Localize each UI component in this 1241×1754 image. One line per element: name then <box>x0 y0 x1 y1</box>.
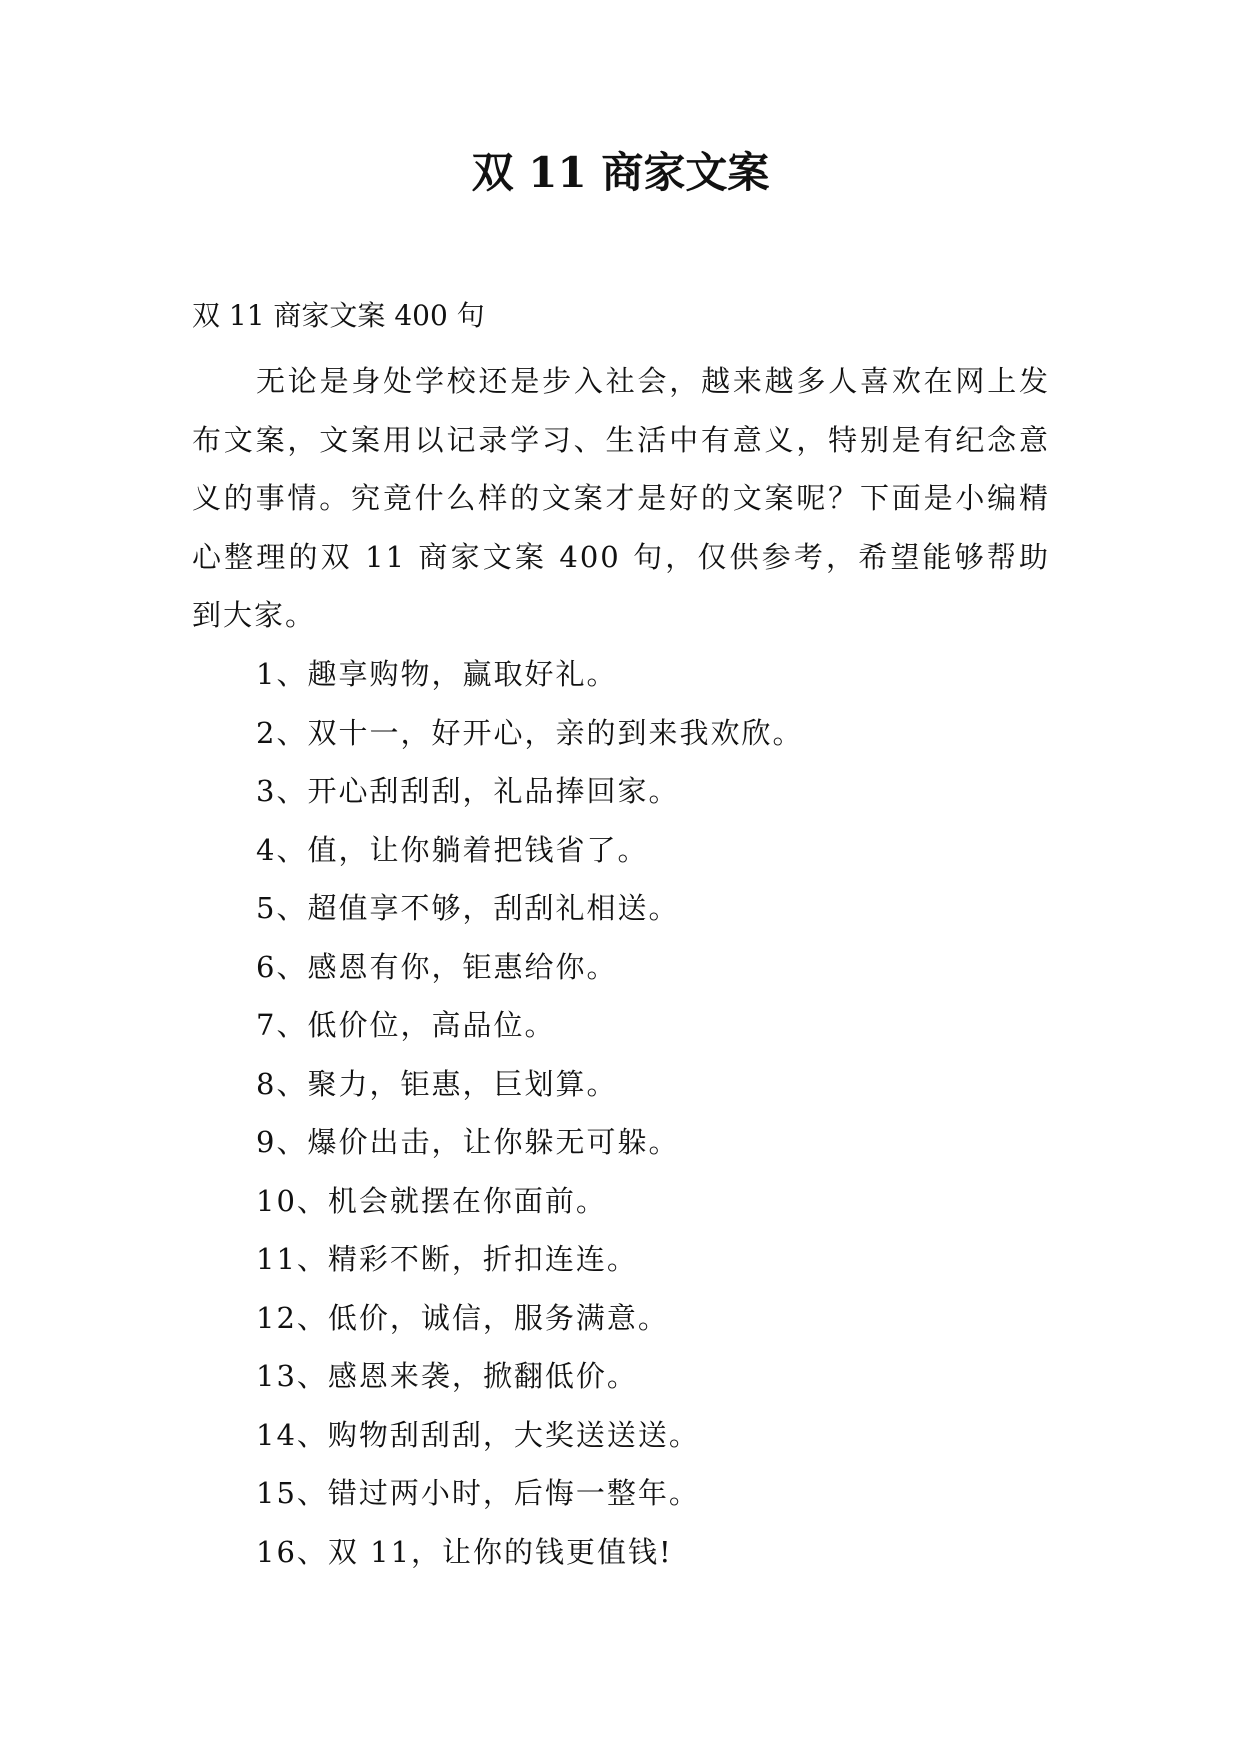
list-item: 1、趣享购物，赢取好礼。 <box>256 657 618 691</box>
list-item: 16、双 11，让你的钱更值钱! <box>256 1534 673 1569</box>
list-item: 6、感恩有你，钜惠给你。 <box>256 949 618 984</box>
list-item: 7、低价位，高品位。 <box>256 1008 556 1042</box>
intro-paragraph: 无论是身处学校还是步入社会，越来越多人喜欢在网上发布文案，文案用以记录学习、生活中有意义，特别是有纪念意义的事情。究竟什么样的文案才是好的文案呢？下面是小编精心整理的双 11 商家文案 400 句，仅供参考，希望能够帮助到大家。 <box>192 364 1050 632</box>
list-item: 11、精彩不断，折扣连连。 <box>256 1242 638 1276</box>
list-item: 15、错过两小时，后悔一整年。 <box>256 1476 700 1510</box>
list-item: 3、开心刮刮刮，礼品捧回家。 <box>256 774 680 808</box>
list-item: 5、超值享不够，刮刮礼相送。 <box>256 891 680 925</box>
document-title: 双 11 商家文案 <box>471 148 770 197</box>
list-item: 13、感恩来袭，掀翻低价。 <box>256 1359 638 1393</box>
list-item: 2、双十一，好开心，亲的到来我欢欣。 <box>256 715 804 750</box>
list-item: 9、爆价出击，让你躲无可躲。 <box>256 1125 680 1159</box>
list-item: 4、值，让你躺着把钱省了。 <box>256 832 649 867</box>
list-item: 14、购物刮刮刮，大奖送送送。 <box>256 1417 700 1452</box>
document-subtitle: 双 11 商家文案 400 句 <box>192 299 485 332</box>
slogan-list <box>256 645 1056 1581</box>
list-item: 12、低价，诚信，服务满意。 <box>256 1300 669 1335</box>
list-item: 8、聚力，钜惠，巨划算。 <box>256 1066 618 1101</box>
list-item: 10、机会就摆在你面前。 <box>256 1183 607 1218</box>
